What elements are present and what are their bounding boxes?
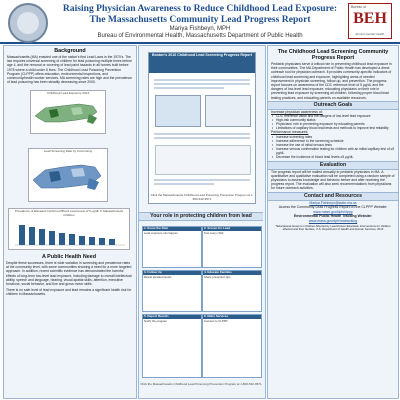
role-section — [139, 212, 263, 221]
cover-text-line — [154, 183, 214, 185]
measure-item: • Decrease the incidence of blood lead levels ≥5 µg/dL — [268, 155, 398, 159]
role-heading: Your role in protecting children from lead — [139, 212, 263, 221]
access-text: Access the Community Lead Progress Report on the CLPPP Website: — [278, 205, 388, 210]
right-column — [267, 45, 399, 399]
role-box-5 — [142, 314, 202, 378]
cover-text-line — [154, 179, 250, 181]
contact-email-link[interactable]: Mariya.Fishbeyn@state.ma.us — [309, 201, 357, 206]
cover-table-thumbnail — [155, 145, 251, 175]
background-text — [4, 55, 136, 84]
prevalence-chart — [8, 208, 130, 250]
measure-item: • Increase venous confirmation testing for children with an initial capillary test of ≥5 µg/dL — [268, 147, 398, 155]
public-health-paragraph-1: Despite these successes, there is wide variation in screening and prevalence rates at the community level, with some communities showing a need for a more targeted approach. In addition, recent scientific evidence has demonstrated the harmful effects of long-term low-level lead exposure, including damage to overall intellectual ability, speech and language, hearing, visual-spatial skills, attention, executive functions, social behavior, and fine and gross motor skills. — [6, 261, 132, 287]
role-box-3 — [142, 270, 202, 312]
cover-text-line — [154, 83, 250, 85]
report-paragraph: Pediatric physicians serve a critical role in preventing childhood lead exposure in their communities. The MA Department of Public Health has developed a direct outreach tool for physician outreach. It provides community-specific indicators of childhood lead screening and exposure, highlighting areas of needed improvement in physician screening, follow-up, and prevention. The progress report focuses on awareness of the CDC reference level of 5 µg/dL and the dangers of low-level lead exposure, educating physicians on their role in preventing lead exposure by screening all children, following proper blood lead testing practices, and educating parents on available resources. — [271, 62, 392, 100]
measure-item: • Increase screening rates — [268, 135, 398, 139]
tracking-link[interactable]: www.mass.gov/dph/matracking — [308, 218, 358, 223]
footnote: *Educational Group for Children Affected by Lead Poison Education Interventions for children affected and their families, U.S. Department of Health and Human Services, 2013 — [275, 224, 391, 232]
logo-subtext: Environmental Health — [355, 32, 385, 36]
role-box-6 — [202, 314, 262, 378]
map1-caption: Childhood Lead Exposure 2013 — [46, 91, 90, 95]
increase-item: • Limitations of capillary blood lead tests and methods to improve test reliability — [268, 126, 398, 130]
cover-chart-thumbnail — [205, 95, 251, 127]
role-box-1-heading: 1. Know the Risk — [143, 227, 201, 231]
role-box-6-heading: 6. Refer Services — [203, 315, 261, 319]
role-box-6-text: Connect to CLPPP — [204, 318, 228, 323]
increase-item: • High-risk community status — [268, 118, 398, 122]
contact-heading: Contact and Resources — [268, 192, 398, 201]
map2-caption: Lead Screening Rate by Community — [43, 149, 93, 153]
role-box-5-text: Notify the program — [144, 318, 168, 323]
role-box-5-heading: 5. Report Results — [143, 315, 201, 319]
role-box-2-text: Test every child — [204, 230, 224, 235]
role-box-1 — [142, 226, 202, 268]
poster-header — [0, 0, 400, 44]
chart-graphic — [9, 217, 129, 249]
public-health-heading: A Public Health Need — [41, 254, 97, 260]
tracking-text: Environmental Public Health Tracking Website: — [293, 214, 373, 219]
title-line-2: The Massachusetts Community Lead Progress Report — [89, 14, 311, 25]
affiliation: Bureau of Environmental Health, Massachusetts Department of Public Health — [97, 33, 303, 39]
role-box-2 — [202, 226, 262, 268]
screening-rate-map — [28, 148, 108, 202]
public-health-section — [3, 252, 135, 297]
map1-graphic — [31, 96, 105, 130]
title-line-1: Raising Physician Awareness to Reduce Childhood Lead Exposure: — [62, 3, 338, 14]
lead-exposure-map — [30, 90, 106, 134]
logo-top-text: Bureau of — [351, 5, 367, 9]
role-box-2-heading: 2. Screen for Lead — [203, 227, 261, 231]
cover-caption: Click the Massachusetts Childhood Lead Poisoning Prevention Program at 1-800-532-9571 — [150, 193, 254, 201]
public-health-paragraph-2: There is no safe level of lead exposure and lead remains a significant health risk for children in Massachusetts. — [6, 287, 132, 296]
measures-label: Performance measures: — [271, 130, 309, 135]
role-box-1-text: Lead exposure can happen — [144, 230, 178, 235]
outreach-heading: Outreach Goals — [268, 101, 398, 110]
state-seal-icon — [8, 3, 48, 43]
role-box-4-text: Share prevention tips — [204, 274, 231, 279]
evaluation-text — [268, 170, 398, 191]
chart-caption: Prevalence of Elevated Confirmed Blood Lead levels of 5 µg/dL in Massachusetts Children — [14, 209, 124, 217]
increase-label: Increase physician awareness of: — [271, 110, 323, 115]
report-text — [268, 62, 398, 100]
role-footer-caption: Click the Massachusetts Childhood Lead Poisoning Prevention Program at 1-800-532-9571 — [140, 382, 262, 386]
author: Mariya Fishbeyn, MPH — [169, 26, 231, 32]
background-paragraph: Massachusetts (MA) enacted one of the nation's first Lead Laws in the 1970's. The law requires universal screening of children for lead poisoning multiple times before age 4, and the removal or covering of lead paint hazards in all homes built before 1978 where a child under 6 lives. The Childhood Lead Poisoning Prevention Program (CLPPP) offers education, environmental inspections, and community/health worker services. MA screening rates are high and the prevalence of lead poisoning has been steadily decreasing since 2000. — [7, 55, 132, 85]
cover-text-line — [154, 133, 250, 135]
role-box-3-text: Retest elevated levels — [144, 274, 172, 279]
logo-text: BEH — [353, 10, 387, 27]
role-box-3-heading: 3. Follow Up — [143, 271, 201, 275]
evaluation-paragraph: The progress report will be mailed annually to pediatric physicians in MA. A quantitative and qualitative evaluation will be completed using a random sample of physicians to assess knowledge and behavior before and after receiving the progress report. The evaluation will also seek recommendations from physicians for future outreach activities. — [271, 169, 395, 191]
cover-text-line — [154, 79, 250, 81]
role-box-4-heading: 4. Educate Families — [203, 271, 261, 275]
report-cover-title: Boston's 2016 Childhood Lead Screening Progress Report — [149, 53, 255, 73]
cover-text-line — [154, 137, 250, 139]
measure-item: • Increase the use of initial venous tests — [268, 143, 398, 147]
measure-item: • Increase adherence to the screening schedule — [268, 139, 398, 143]
role-box-4 — [202, 270, 262, 312]
poster-title — [50, 3, 350, 25]
increase-item: • CDC reference value and the dangers of low-level lead exposure — [268, 114, 398, 118]
report-heading: The Childhood Lead Screening Community Progress Report — [277, 49, 389, 61]
cover-map-thumbnail — [155, 95, 201, 127]
map2-graphic — [29, 154, 107, 198]
beh-logo — [348, 3, 392, 39]
public-health-text — [3, 261, 135, 296]
clppp-link[interactable]: www.mass.gov/dph/clppp — [313, 209, 353, 214]
increase-item: • Physicians' role in preventing exposure by educating parents — [268, 122, 398, 126]
cover-text-line — [154, 87, 224, 89]
report-cover-image — [148, 52, 256, 204]
background-heading: Background — [54, 48, 86, 54]
evaluation-heading: Evaluation — [268, 161, 398, 170]
